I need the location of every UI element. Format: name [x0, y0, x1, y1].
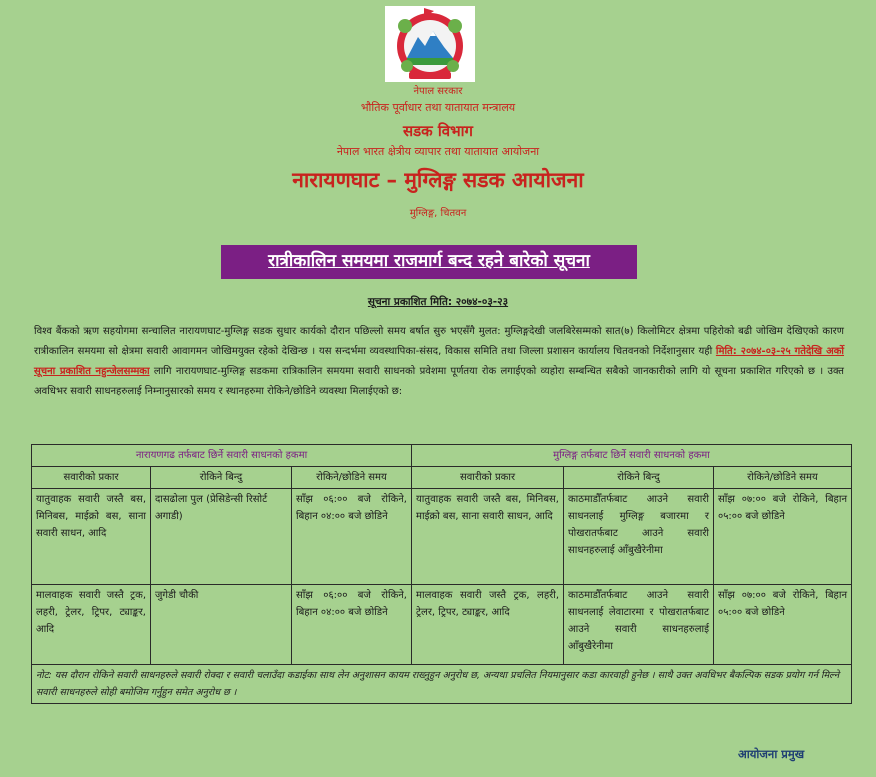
- vehicle-type-cell: यातुवाहक सवारी जस्तै बस, मिनिबस, माईक्रो बस, साना सवारी साधन, आदि: [412, 489, 564, 585]
- stop-time-cell: साँझ ०६:०० बजे रोकिने, बिहान ०४:०० बजे छोडिने: [292, 489, 412, 585]
- schedule-table: [31, 444, 852, 704]
- col-stop-point: रोकिने बिन्दु: [151, 467, 292, 489]
- col-stop-time: रोकिने/छोडिने समय: [714, 467, 852, 489]
- col-stop-point: रोकिने बिन्दु: [564, 467, 714, 489]
- notice-body-highlight: मिति: २०७४-०३-२५ गतेदेखि अर्को सूचना प्रकाशित नहुन्जेलसम्मका: [34, 346, 844, 377]
- direction-header-row: [32, 445, 852, 467]
- note-text: नोट: यस दौरान रोकिने सवारी साधनहरुले सवारी रोक्दा र सवारी चलाउँदा कडाईका साथ लेन अनुशासन कायम राख्नुहुन अनुरोध छ, अन्यथा प्रचलित नियमानुसार कडा कारवाही हुनेछ । साथै उक्त अवधिभर बैकल्पिक सडक प्रयोग गर्न मिल्ने सवारी साधनहरुले सोही बमोजिम गर्नुहुन समेत अनुरोध छ ।: [32, 665, 852, 704]
- direction-narayangadh: नारायणगढ तर्फबाट छिर्ने सवारी साधनको हकमा: [32, 445, 412, 467]
- col-vehicle-type: सवारीको प्रकार: [32, 467, 151, 489]
- table-row: [32, 585, 852, 665]
- stop-point-cell: जुगेडी चौकी: [151, 585, 292, 665]
- note-row: [32, 665, 852, 704]
- ministry-label: भौतिक पूर्वाधार तथा यातायात मन्त्रालय: [360, 101, 516, 114]
- vehicle-type-cell: मालवाहक सवारी जस्तै ट्रक, लहरी, ट्रेलर, ट्रिपर, ट्याङ्कर, आदि: [32, 585, 151, 665]
- notice-body: [34, 322, 844, 402]
- direction-mugling: मुग्लिङ्ग तर्फबाट छिर्ने सवारी साधनको हकमा: [412, 445, 852, 467]
- notice-title: रात्रीकालिन समयमा राजमार्ग बन्द रहने बारेको सूचना: [221, 245, 637, 279]
- project-name-heading: नारायणघाट – मुग्लिङ्ग सडक आयोजना: [292, 168, 584, 192]
- stop-time-cell: साँझ ०७:०० बजे रोकिने, बिहान ०५:०० बजे छोडिने: [714, 489, 852, 585]
- col-stop-time: रोकिने/छोडिने समय: [292, 467, 412, 489]
- vehicle-type-cell: मालवाहक सवारी जस्तै ट्रक, लहरी, ट्रेलर, ट्रिपर, ट्याङ्कर, आदि: [412, 585, 564, 665]
- column-header-row: [32, 467, 852, 489]
- department-label: सडक विभाग: [402, 122, 473, 140]
- notice-body-text-after: लागि नारायणघाट-मुग्लिङ्ग सडकमा रात्रिकालिन समयमा सवारी साधनको प्रवेशमा पूर्णतया रोक लगाईएको व्यहोरा सम्बन्धित सबैको जानकारीको लागि यो सूचना प्रकाशित गरिएको छ । उक्त अवधिभर सवारी साधनहरुलाई निम्नानुसारको समय र स्थानहरुमा रोकिने/छोडिने व्यवस्था मिलाईएको छ:: [34, 366, 845, 397]
- location-label: मुग्लिङ्ग, चितवन: [409, 208, 467, 219]
- stop-point-cell: दासढोला पुल (प्रेसिडेन्सी रिसोर्ट अगाडी): [151, 489, 292, 585]
- stop-time-cell: साँझ ०७:०० बजे रोकिने, बिहान ०५:०० बजे छोडिने: [714, 585, 852, 665]
- stop-point-cell: काठमाडौँतर्फबाट आउने सवारी साधनलाई लेवाटारमा र पोखरातर्फबाट आउने सवारी साधनहरुलाई आँबुखैरेनीमा: [564, 585, 714, 665]
- government-label: नेपाल सरकार: [413, 86, 463, 97]
- vehicle-type-cell: यातुवाहक सवारी जस्तै बस, मिनिबस, माईक्रो बस, साना सवारी साधन, आदि: [32, 489, 151, 585]
- table-row: [32, 489, 852, 585]
- stop-time-cell: साँझ ०६:०० बजे रोकिने, बिहान ०४:०० बजे छोडिने: [292, 585, 412, 665]
- publish-date: सूचना प्रकाशित मिति: २०७४-०३-२३: [367, 296, 509, 308]
- project-office-label: नेपाल भारत क्षेत्रीय व्यापार तथा यातायात आयोजना: [336, 145, 540, 158]
- col-vehicle-type: सवारीको प्रकार: [412, 467, 564, 489]
- signature-label: आयोजना प्रमुख: [738, 747, 805, 761]
- stop-point-cell: काठमाडौँतर्फबाट आउने सवारी साधनलाई मुग्लिङ्ग बजारमा र पोखरातर्फबाट आउने सवारी साधनहरुलाई आँबुखैरेनीमा: [564, 489, 714, 585]
- nepal-government-emblem: [385, 6, 475, 82]
- notice-body-text-before: विश्व बैंकको ऋण सहयोगमा सन्चालित नारायणघाट-मुग्लिङ्ग सडक सुधार कार्यको दौरान पछिल्लो समय बर्षात सुरु भएसँगै मुलत: मुग्लिङ्गदेखी जलबिरेसम्मको सात(७) किलोमिटर क्षेत्रमा पहिरोको बढी जोखिम देखिएको कारण रात्रीकालिन समयमा सो क्षेत्रमा सवारी आवागमन जोखिमयुक्त रहेको देखिन्छ । यस सन्दर्भमा व्यवस्थापिका-संसद, विकास समिति तथा जिल्ला प्रशासन कार्यालय चितवनको निर्देशानुसार यही: [34, 326, 844, 357]
